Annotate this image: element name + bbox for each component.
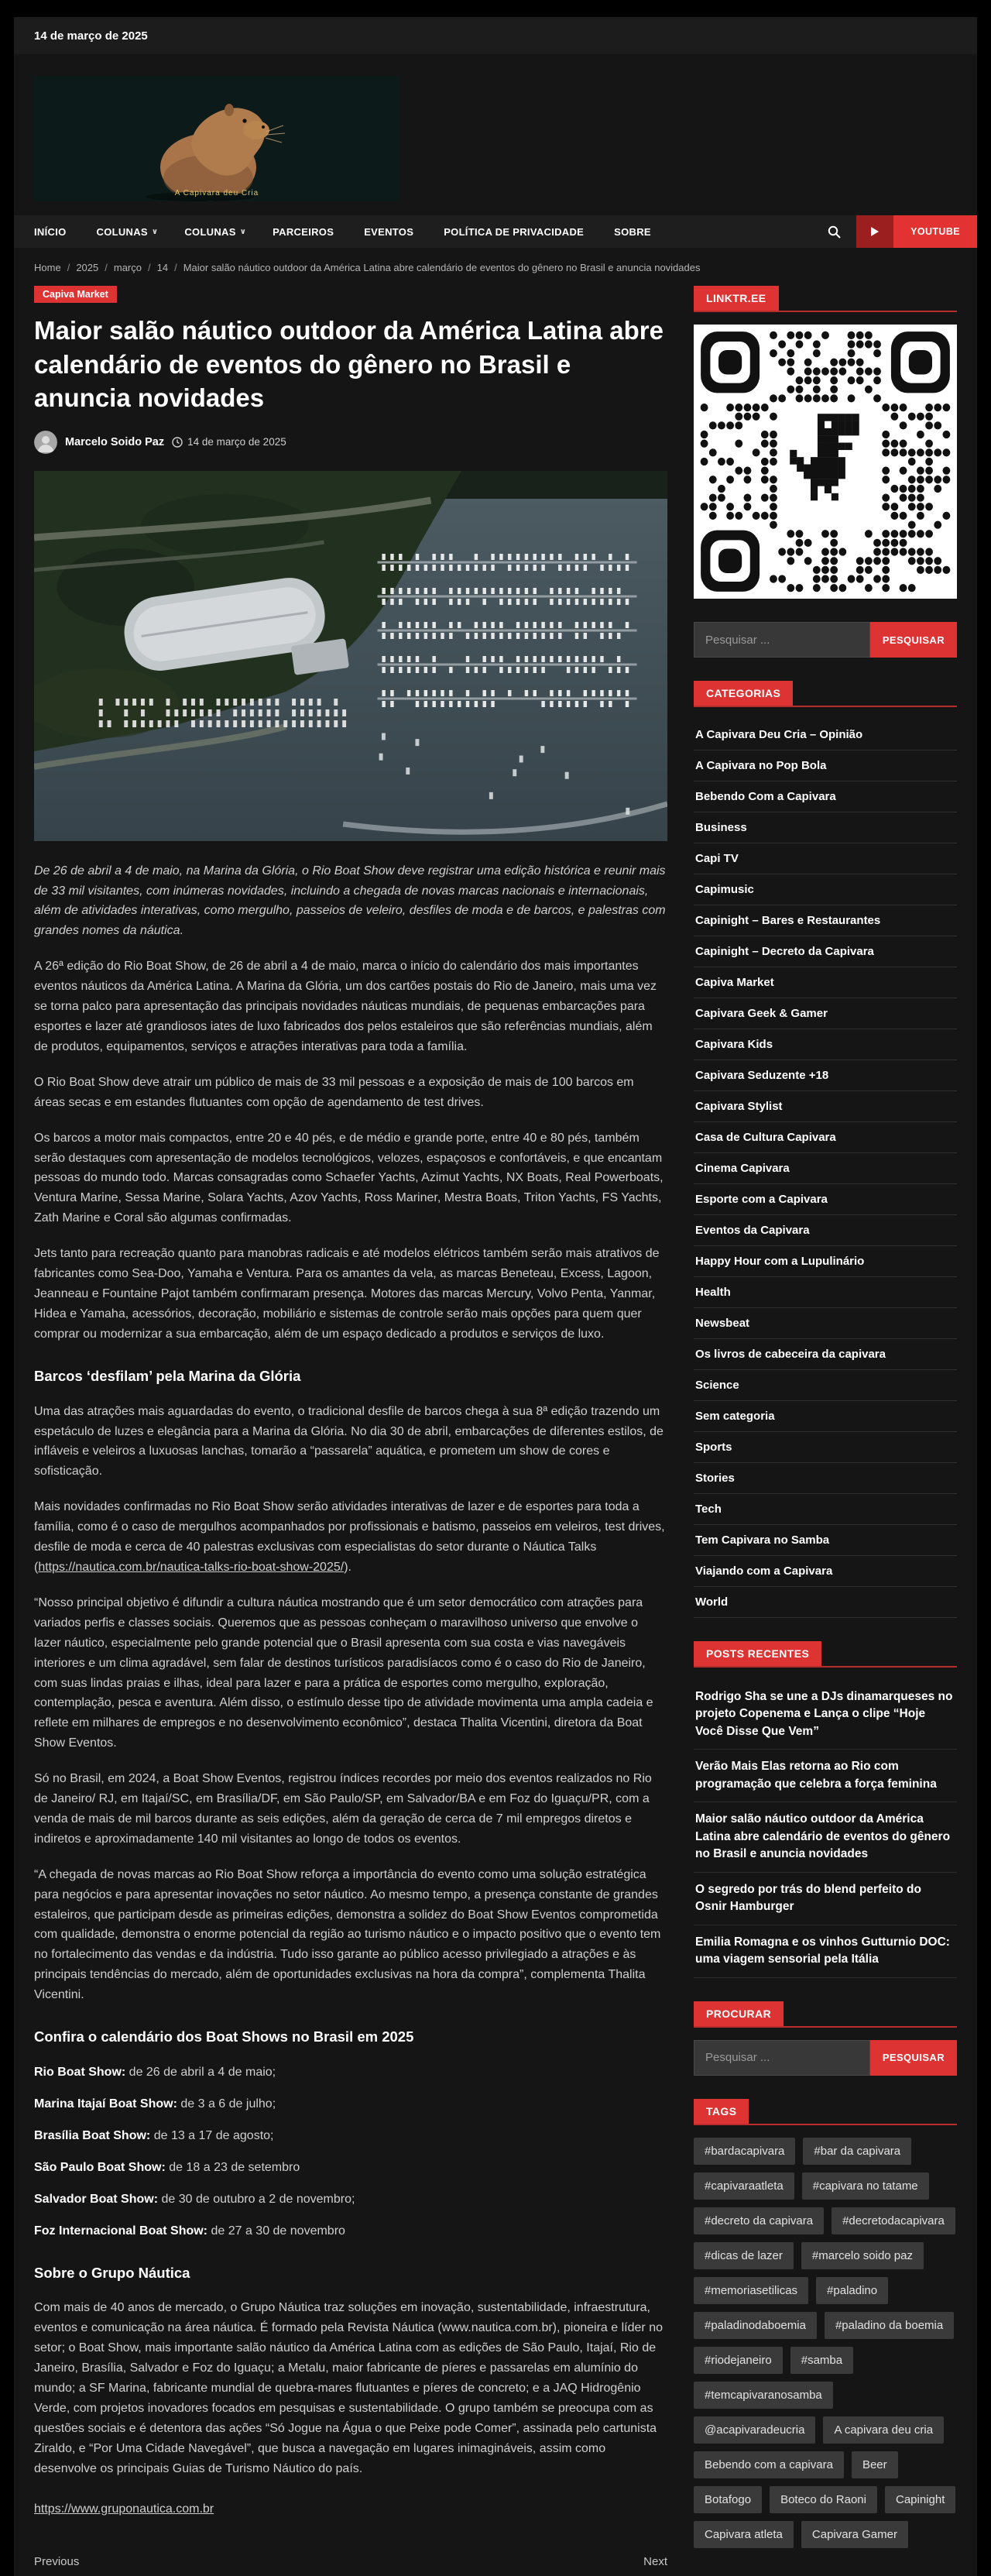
category-link[interactable]: Stories xyxy=(694,1463,957,1494)
nav-menu xyxy=(34,215,812,248)
article-block: Sobre o Grupo Náutica xyxy=(34,2264,190,2281)
tag-chip[interactable]: #capivara no tatame xyxy=(802,2172,929,2200)
chevron-down-icon: ∨ xyxy=(151,227,159,236)
post-pagination xyxy=(34,2535,667,2576)
recent-post-link[interactable]: Emilia Romagna e os vinhos Gutturnio DOC: uma viagem sensorial pela Itália xyxy=(694,1925,957,1978)
category-link[interactable]: Os livros de cabeceira da capivara xyxy=(694,1339,957,1370)
category-link[interactable]: Capinight – Bares e Restaurantes xyxy=(694,905,957,936)
article-body xyxy=(34,861,667,2519)
tag-chip[interactable]: Boteco do Raoni xyxy=(770,2486,877,2513)
category-link[interactable]: Capivara Stylist xyxy=(694,1091,957,1122)
post-meta xyxy=(34,431,667,454)
search-icon[interactable] xyxy=(812,215,856,248)
tag-chip[interactable]: #paladino xyxy=(816,2277,888,2304)
category-link[interactable]: Viajando com a Capivara xyxy=(694,1556,957,1587)
procurar-widget xyxy=(694,2001,957,2076)
page-title: Maior salão náutico outdoor da América Latina abre calendário de eventos do gênero no Brasil e anuncia novidades xyxy=(34,316,664,413)
nav-right xyxy=(812,215,977,248)
breadcrumb-link[interactable]: 14 xyxy=(156,262,169,273)
nav-item[interactable]: COLUNAS ∨ xyxy=(184,225,247,238)
breadcrumb-link[interactable]: Home xyxy=(34,262,61,273)
article-block: O Rio Boat Show deve atrair um público de mais de 33 mil pessoas e a exposição de mais de 100 barcos em áreas secas e em estandes flutuantes com opção de agendamento de test drives. xyxy=(34,1075,634,1109)
article-block: Mais novidades confirmadas no Rio Boat Show serão atividades interativas de lazer e de esportes para toda a família, como é o caso de mergulhos acompanhados por profissionais e batismo, passeios em veleiros, test drives, desfile de moda e cerca de 40 palestras exclusivas com especialistas do setor durante o Náutica Talks (https://nautica.com.br/nautica-talks-rio-boat-show-2025/). xyxy=(34,1500,665,1574)
author-link[interactable]: Marcelo Soido Paz xyxy=(65,435,165,448)
tag-chip[interactable]: #decretodacapivara xyxy=(832,2207,955,2234)
category-link[interactable]: Happy Hour com a Lupulinário xyxy=(694,1246,957,1277)
category-link[interactable]: Tech xyxy=(694,1494,957,1525)
tag-chip[interactable]: Bebendo com a capivara xyxy=(694,2451,844,2478)
previous-post-link[interactable]: Previous xyxy=(34,2554,80,2568)
category-link[interactable]: Science xyxy=(694,1370,957,1401)
article-block: Uma das atrações mais aguardadas do evento, o tradicional desfile de barcos chega à sua 8ª edição trazendo um espetáculo de luzes e elegância para a Marina da Glória. No dia 30 de abril, embarcações de diferentes estilos, de infláveis e veleiros a luxuosas lanchas, tomarão a “passarela” aquática, e prometem um show de cores e sofisticação. xyxy=(34,1404,664,1479)
article-block: São Paulo Boat Show: de 18 a 23 de setembro xyxy=(34,2160,300,2174)
search-submit-button[interactable]: PESQUISAR xyxy=(870,622,957,658)
article-block: Marina Itajaí Boat Show: de 3 a 6 de julho; xyxy=(34,2097,276,2111)
current-date: 14 de março de 2025 xyxy=(34,29,148,43)
category-link[interactable]: Capimusic xyxy=(694,874,957,905)
page xyxy=(14,17,977,2576)
article-block: Os barcos a motor mais compactos, entre 20 e 40 pés, e de médio e grande porte, entre 40 e 80 pés, também serão destaques com apresentação de modelos tecnológicos, velozes, espaçosos e confortáveis, e que encantam pessoas do mundo todo. Marcas consagradas como Schaefer Yachts, Azimut Yachts, NX Boats, Real Powerboats, Ventura Marine, Sessa Marine, Solara Yachts, Azov Yachts, Ross Mariner, Mestra Boats, Triton Yachts, FS Yachts, Zath Marine e Coral são algumas confirmadas. xyxy=(34,1131,664,1225)
category-link[interactable]: Capinight – Decreto da Capivara xyxy=(694,936,957,967)
tag-chip[interactable]: #bar da capivara xyxy=(803,2138,911,2165)
youtube-button[interactable] xyxy=(856,215,977,248)
article-block: A 26ª edição do Rio Boat Show, de 26 de abril a 4 de maio, marca o início do calendário dos mais importantes eventos náuticos da América Latina. A Marina da Glória, um dos cartões postais do Rio de Janeiro, mais uma vez se torna palco para apresentação das principais novidades náuticas mundiais, de pequenas embarcações para esportes e lazer até grandiosos iates de luxo fabricados dos pelos estaleiros que são referências mundiais, além de produtos, equipamentos, serviços e atrações interativas para toda a família. xyxy=(34,960,657,1053)
category-link[interactable]: Bebendo Com a Capivara xyxy=(694,781,957,812)
main-content xyxy=(14,283,977,2576)
recent-posts-list xyxy=(694,1680,957,1978)
category-link[interactable]: A Capivara no Pop Bola xyxy=(694,750,957,781)
article-block: “Nosso principal objetivo é difundir a cultura náutica mostrando que é um setor democrático com atrações para variados perfis e classes sociais. Queremos que as pessoas conheçam o maravilhoso universo que envolve o lazer náutico, especialmente pelo grande potencial que o Brasil apresenta com sua costa e vias navegáveis interiores e um clima agradável, sem falar de destinos turísticos paradisíacos como é o caso do Rio de Janeiro, com suas lindas praias e ilhas, ideal para lazer e para a prática de esportes como mergulho, exploração, contemplação, pesca e aventura. Além disso, o estímulo desse tipo de atividade movimenta uma ampla cadeia e reflete em milhares de empregos e no desenvolvimento econômico”, destaca Thalita Vicentini, diretora da Boat Show Eventos. xyxy=(34,1595,653,1750)
youtube-label: YOUTUBE xyxy=(893,215,977,248)
breadcrumb-link[interactable]: Maior salão náutico outdoor da América Latina abre calendário de eventos do gênero no Brasil e anuncia novidades xyxy=(183,262,701,273)
article-block: Brasília Boat Show: de 13 a 17 de agosto; xyxy=(34,2128,274,2142)
article-block: Salvador Boat Show: de 30 de outubro a 2 de novembro; xyxy=(34,2192,355,2206)
search-widget xyxy=(694,622,957,658)
tag-chip[interactable]: #memoriasetilicas xyxy=(694,2277,808,2304)
breadcrumb xyxy=(14,248,977,283)
site-logo[interactable] xyxy=(34,76,399,201)
article-block: Só no Brasil, em 2024, a Boat Show Eventos, registrou índices recordes por meio dos eventos realizados no Rio de Janeiro/ RJ, em Itajaí/SC, em Brasília/DF, em São Paulo/SP, em Salvador/BA e em Foz do Iguaçu/PR, com a venda de mais de mil barcos durante as seis edições, além da geração de cerca de 7 mil empregos diretos e indiretos e aproximadamente 140 mil visitantes ao longo de todos os eventos. xyxy=(34,1772,652,1846)
avatar xyxy=(34,431,57,454)
tags-widget xyxy=(694,2099,957,2548)
category-link[interactable]: Capivara Seduzente +18 xyxy=(694,1060,957,1091)
category-link[interactable]: Capiva Market xyxy=(694,967,957,998)
recent-post-link[interactable]: Rodrigo Sha se une a DJs dinamarqueses no projeto Copenema e Lança o clipe “Hoje Você Disse Que Vem” xyxy=(694,1680,957,1750)
procurar-header: PROCURAR xyxy=(694,2001,957,2028)
recent-post-link[interactable]: Maior salão náutico outdoor da América Latina abre calendário de eventos do gênero no Brasil e anuncia novidades xyxy=(694,1802,957,1872)
categories-header: CATEGORIAS xyxy=(694,681,957,707)
category-link[interactable]: Newsbeat xyxy=(694,1308,957,1339)
sidebar xyxy=(694,286,957,2571)
linktree-header: LINKTR.EE xyxy=(694,286,957,312)
top-bar xyxy=(14,17,977,54)
nav-item[interactable]: EVENTOS xyxy=(364,225,414,238)
tag-chip[interactable]: #decreto da capivara xyxy=(694,2207,824,2234)
article-block: Jets tanto para recreação quanto para manobras radicais e até modelos elétricos também serão mais atrativos de fabricantes como Sea-Doo, Yamaha e Ventura. Para os amantes da vela, as marcas Beneteau, Excess, Lagoon, Jeanneau e Fountaine Pajot também confirmaram presença. Motores das marcas Mercury, Volvo Penta, Yanmar, Hidea e Yamaha, acessórios, decoração, mobiliário e sistemas de controle serão mais opções para quem quer comprar ou modernizar a sua embarcação, além de um espaço dedicado a produtos e serviços de luxo. xyxy=(34,1247,660,1341)
nav-item[interactable]: PARCEIROS xyxy=(273,225,334,238)
search-input[interactable] xyxy=(694,622,870,658)
category-link[interactable]: Sem categoria xyxy=(694,1401,957,1432)
tag-chip[interactable]: Capivara Gamer xyxy=(801,2521,908,2548)
tag-chip[interactable]: Botafogo xyxy=(694,2486,762,2513)
tag-chip[interactable]: @acapivaradeucria xyxy=(694,2416,815,2444)
article xyxy=(34,286,667,2576)
category-link[interactable]: Tem Capivara no Samba xyxy=(694,1525,957,1556)
capybara-logo-image xyxy=(34,76,399,201)
categories-widget xyxy=(694,681,957,1618)
tag-chip[interactable]: #paladinodaboemia xyxy=(694,2312,817,2339)
category-link[interactable]: Sports xyxy=(694,1432,957,1463)
tag-chip[interactable]: Beer xyxy=(852,2451,898,2478)
category-link[interactable]: Health xyxy=(694,1277,957,1308)
category-link[interactable]: Capivara Kids xyxy=(694,1029,957,1060)
tag-chip[interactable]: #samba xyxy=(790,2347,853,2374)
tag-chip[interactable]: #riodejaneiro xyxy=(694,2347,783,2374)
article-block: “A chegada de novas marcas ao Rio Boat Show reforça a importância do evento como uma solução estratégica para negócios e para apresentar inovações no setor náutico. Ao mesmo tempo, a presença constante de grandes estaleiros, que participam desde as primeiras edições, demonstra a solidez do Boat Show Eventos comprometida com qualidade, demonstra o enorme potencial da região ao turismo náutico e o impacto positivo que o evento tem no fortalecimento das vendas e da indústria. Tudo isso garante ao público acesso privilegiado a atrações e às principais tendências do mercado, além de oportunidades exclusivas na hora da compra”, complementa Thalita Vicentini. xyxy=(34,1867,661,2002)
tag-chip[interactable]: Capivara atleta xyxy=(694,2521,794,2548)
recent-post-link[interactable]: O segredo por trás do blend perfeito do Osnir Hamburger xyxy=(694,1873,957,1925)
tag-list xyxy=(694,2138,957,2548)
linktree-widget xyxy=(694,286,957,599)
recent-posts-header: POSTS RECENTES xyxy=(694,1641,957,1668)
procurar-input[interactable] xyxy=(694,2040,870,2076)
tag-chip[interactable]: #dicas de lazer xyxy=(694,2242,794,2269)
nav-item[interactable]: POLÍTICA DE PRIVACIDADE xyxy=(444,225,585,238)
article-block: De 26 de abril a 4 de maio, na Marina da Glória, o Rio Boat Show deve registrar uma edição histórica e reunir mais de 33 mil visitantes, com inúmeras novidades, incluindo a chegada de novas marcas nacionais e internacionais, além de atividades interativas, como mergulho, passeios de veleiro, desfiles de moda e de barcos, e palestras com grandes nomes da náutica. xyxy=(34,864,666,938)
category-link[interactable]: Cinema Capivara xyxy=(694,1153,957,1184)
inline-link[interactable]: https://www.gruponautica.com.br xyxy=(34,2502,214,2516)
breadcrumb-link[interactable]: 2025 xyxy=(76,262,99,273)
category-link[interactable]: Capivara Geek & Gamer xyxy=(694,998,957,1029)
category-link[interactable]: Eventos da Capivara xyxy=(694,1215,957,1246)
category-link[interactable]: A Capivara Deu Cria – Opinião xyxy=(694,720,957,750)
nav-item[interactable]: COLUNAS ∨ xyxy=(96,225,159,238)
site-header xyxy=(14,54,977,215)
category-link[interactable]: Business xyxy=(694,812,957,843)
tags-header: TAGS xyxy=(694,2099,957,2125)
post-date: 14 de março de 2025 xyxy=(172,436,286,448)
category-list xyxy=(694,720,957,1618)
chevron-down-icon: ∨ xyxy=(239,227,247,236)
article-block xyxy=(34,2499,667,2519)
main-navigation xyxy=(14,215,977,248)
clock-icon xyxy=(172,437,183,448)
tag-chip[interactable]: Capinight xyxy=(885,2486,955,2513)
featured-image xyxy=(34,471,667,841)
play-icon xyxy=(856,215,893,248)
tag-chip[interactable]: #paladino da boemia xyxy=(825,2312,954,2339)
article-block: Rio Boat Show: de 26 de abril a 4 de maio; xyxy=(34,2066,276,2080)
breadcrumb-link[interactable]: março xyxy=(113,262,142,273)
tag-chip[interactable]: #temcapivaranosamba xyxy=(694,2382,833,2409)
article-block: Confira o calendário dos Boat Shows no Brasil em 2025 xyxy=(34,2028,414,2045)
logo-caption: A Capivara deu Cria xyxy=(174,189,259,197)
category-badge[interactable]: Capiva Market xyxy=(34,286,117,303)
recent-post-link[interactable]: Verão Mais Elas retorna ao Rio com programação que celebra a força feminina xyxy=(694,1750,957,1802)
category-link[interactable]: Capi TV xyxy=(694,843,957,874)
category-link[interactable]: Esporte com a Capivara xyxy=(694,1184,957,1215)
nav-item[interactable]: INÍCIO xyxy=(34,225,67,238)
category-link[interactable]: World xyxy=(694,1587,957,1618)
nav-item[interactable]: SOBRE xyxy=(614,225,651,238)
category-link[interactable]: Casa de Cultura Capivara xyxy=(694,1122,957,1153)
inline-link[interactable]: https://nautica.com.br/nautica-talks-rio-boat-show-2025/ xyxy=(38,1560,345,1574)
article-block: Com mais de 40 anos de mercado, o Grupo Náutica traz soluções em inovação, sustentabilidade, infraestrutura, eventos e comunicação na área náutica. É formado pela Revista Náutica (www.nautica.com.br), pioneira e líder no setor; o Boat Show, mais importante salão náutico da América Latina com as edições de São Paulo, Itajaí, Rio de Janeiro, Brasília, Salvador e Foz do Iguaçu; a Metalu, maior fabricante de píeres e passarelas em alumínio do mundo; a SF Marina, fabricante mundial de quebra-mares flutuantes e píeres de concreto; e a JAQ Hidrogênio Verde, com projetos inovadores focados em pesquisas e sustentabilidade. O grupo também se preocupa com as questões sociais e é detentora das ações “Só Jogue na Água o que Peixe pode Comer”, assinada pelo cartunista Ziraldo, e “Por Uma Cidade Navegável”, que busca a navegação em lugares inimagináveis, assim como desenvolve os principais Guias de Turismo Náutico do país. xyxy=(34,2301,663,2475)
next-post-link[interactable]: Next xyxy=(643,2554,667,2568)
tag-chip[interactable]: #marcelo soido paz xyxy=(801,2242,924,2269)
tag-chip[interactable]: A capivara deu cria xyxy=(823,2416,944,2444)
recent-posts-widget xyxy=(694,1641,957,1978)
article-block: Foz Internacional Boat Show: de 27 a 30 de novembro xyxy=(34,2224,345,2238)
article-block: Barcos ‘desfilam’ pela Marina da Glória xyxy=(34,1367,301,1384)
tag-chip[interactable]: #capivaraatleta xyxy=(694,2172,794,2200)
procurar-submit-button[interactable]: PESQUISAR xyxy=(870,2040,957,2076)
tag-chip[interactable]: #bardacapivara xyxy=(694,2138,795,2165)
qr-code xyxy=(694,325,957,599)
